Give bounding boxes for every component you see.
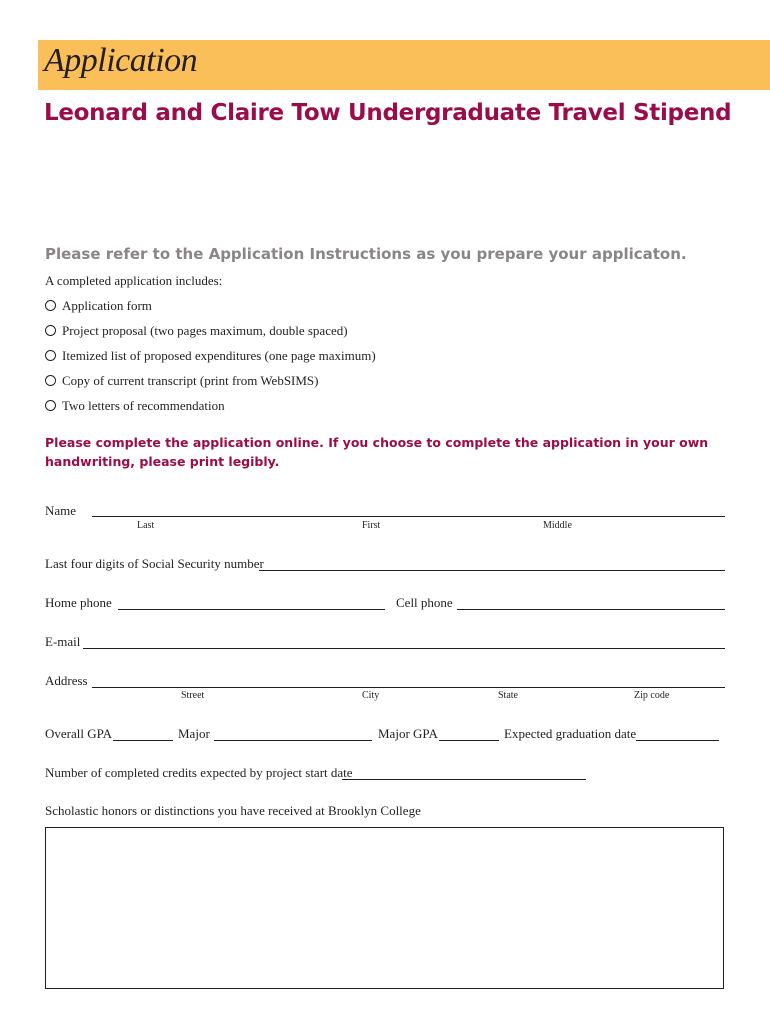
state-caption: State [498, 690, 518, 701]
checklist-item [45, 348, 376, 364]
checklist-label: Two letters of recommendation [62, 398, 225, 413]
name-field[interactable] [92, 516, 725, 517]
grad-date-label: Expected graduation date [504, 726, 637, 741]
email-field[interactable] [83, 648, 725, 649]
major-gpa-label: Major GPA [378, 726, 438, 741]
checklist-label: Application form [62, 298, 152, 313]
major-label: Major [178, 726, 210, 741]
credits-field[interactable] [342, 779, 586, 780]
circle-checkbox-icon [45, 300, 56, 311]
middle-name-caption: Middle [543, 520, 572, 531]
checklist-item [45, 398, 225, 414]
checklist-label: Project proposal (two pages maximum, double spaced) [62, 323, 348, 338]
address-field[interactable] [92, 687, 725, 688]
cell-phone-field[interactable] [457, 609, 725, 610]
major-gpa-field[interactable] [439, 740, 499, 741]
first-name-caption: First [362, 520, 381, 531]
credits-label: Number of completed credits expected by project start date [45, 765, 353, 780]
circle-checkbox-icon [45, 400, 56, 411]
refer-instructions: Please refer to the Application Instructions as you prepare your applicaton. [45, 245, 687, 263]
overall-gpa-label: Overall GPA [45, 726, 113, 741]
includes-label: A completed application includes: [45, 273, 223, 288]
checklist-label: Copy of current transcript (print from WebSIMS) [62, 373, 319, 388]
checklist-item [45, 323, 348, 339]
ssn-label: Last four digits of Social Security number [45, 556, 264, 571]
home-phone-label: Home phone [45, 595, 112, 610]
page-title: Application [44, 42, 198, 79]
checklist-item [45, 373, 319, 389]
honors-label: Scholastic honors or distinctions you have received at Brooklyn College [45, 803, 421, 818]
city-caption: City [362, 690, 380, 701]
email-label: E-mail [45, 634, 81, 649]
circle-checkbox-icon [45, 325, 56, 336]
overall-gpa-field[interactable] [113, 740, 173, 741]
address-label: Address [45, 673, 88, 688]
circle-checkbox-icon [45, 350, 56, 361]
page-subtitle: Leonard and Claire Tow Undergraduate Travel Stipend [44, 100, 732, 126]
name-label: Name [45, 503, 77, 518]
circle-checkbox-icon [45, 375, 56, 386]
cell-phone-label: Cell phone [396, 595, 453, 610]
home-phone-field[interactable] [118, 609, 385, 610]
ssn-field[interactable] [259, 570, 725, 571]
zip-caption: Zip code [634, 690, 670, 701]
last-name-caption: Last [137, 520, 155, 531]
major-field[interactable] [214, 740, 372, 741]
checklist-item [45, 298, 152, 314]
completion-note: Please complete the application online. If you choose to complete the application in your own handwriting, please print legibly. [45, 435, 709, 469]
street-caption: Street [181, 690, 205, 701]
checklist-label: Itemized list of proposed expenditures (one page maximum) [62, 348, 376, 363]
grad-date-field[interactable] [636, 740, 719, 741]
honors-textarea[interactable] [45, 827, 724, 989]
